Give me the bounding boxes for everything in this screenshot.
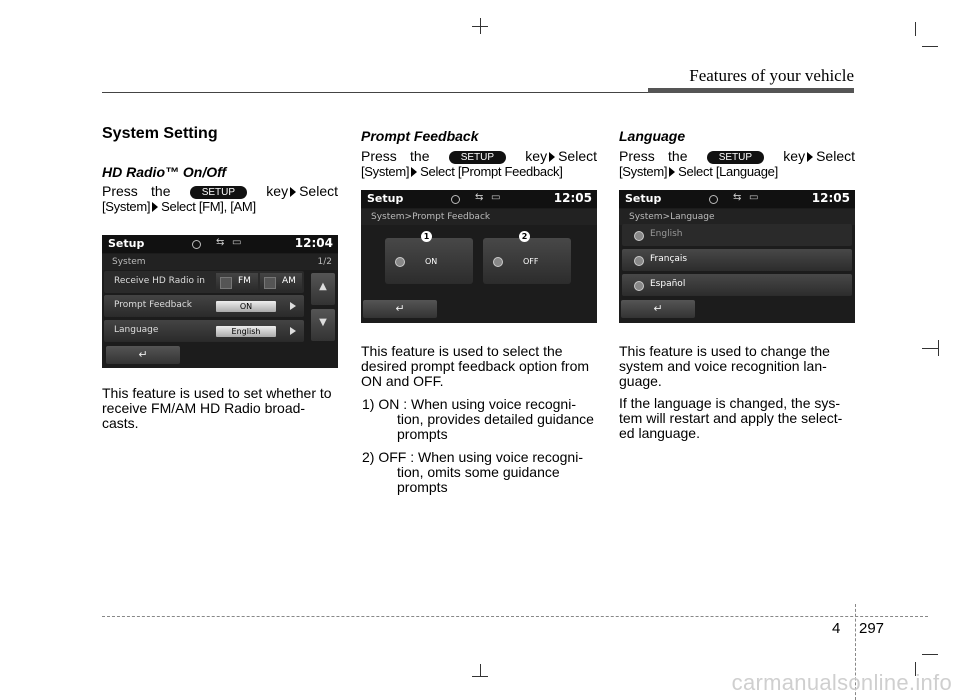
page-number: 297 bbox=[859, 620, 885, 637]
back-arrow-icon: ↵ bbox=[395, 302, 405, 315]
screen-breadcrumb: System 1/2 bbox=[102, 254, 338, 270]
crop-mark bbox=[922, 46, 938, 47]
back-button[interactable] bbox=[106, 346, 180, 364]
setup-key-badge: SETUP bbox=[190, 186, 247, 199]
usb-icon: ⇆ bbox=[475, 192, 484, 203]
screen-title-bar: Setup ⇆ ▭ 12:05 bbox=[361, 190, 597, 208]
back-button[interactable] bbox=[363, 300, 437, 318]
crop-mark bbox=[938, 340, 939, 356]
crop-mark bbox=[472, 676, 488, 677]
page-header-title: Features of your vehicle bbox=[689, 66, 854, 85]
checkbox-icon bbox=[264, 277, 276, 289]
screen-prompt-feedback bbox=[361, 190, 597, 323]
arrow-right-icon bbox=[290, 327, 296, 335]
radio-icon bbox=[634, 281, 644, 291]
instruction-line: Press the SETUP key Select bbox=[619, 148, 856, 164]
radio-icon bbox=[493, 257, 503, 267]
arrow-right-icon bbox=[807, 152, 813, 162]
option-on-button[interactable]: ON bbox=[385, 238, 473, 284]
scroll-down-button[interactable] bbox=[311, 309, 335, 341]
arrow-right-icon bbox=[411, 167, 417, 177]
disc-icon bbox=[451, 195, 460, 204]
instruction-path: [System] Select [FM], [AM] bbox=[102, 199, 256, 214]
arrow-right-icon bbox=[290, 187, 296, 197]
crop-mark bbox=[922, 348, 938, 349]
radio-icon bbox=[634, 256, 644, 266]
crop-mark bbox=[472, 26, 488, 27]
row-receive-hd-radio[interactable]: Receive HD Radio in FM AM bbox=[104, 271, 304, 293]
subsection-heading: Language bbox=[619, 128, 686, 144]
triangle-up-icon: ▲ bbox=[319, 281, 327, 292]
setup-key-badge: SETUP bbox=[707, 151, 764, 164]
crop-mark bbox=[480, 664, 481, 676]
phone-icon: ▭ bbox=[491, 192, 501, 203]
body-text: If the language is changed, the sys-tem will restart and apply the select-ed language. bbox=[619, 395, 843, 441]
screen-breadcrumb: System>Language bbox=[619, 209, 855, 225]
row-prompt-feedback[interactable]: Prompt Feedback ON bbox=[104, 295, 304, 317]
usb-icon: ⇆ bbox=[733, 192, 742, 203]
list-item: 1) ON : When using voice recogni-tion, provides detailed guidance prompts bbox=[362, 396, 594, 442]
fm-toggle[interactable]: FM bbox=[216, 273, 258, 291]
crop-mark bbox=[915, 22, 916, 36]
screen-title-bar: Setup ⇆ ▭ 12:04 bbox=[102, 235, 338, 253]
usb-icon: ⇆ bbox=[216, 237, 225, 248]
arrow-right-icon bbox=[152, 202, 158, 212]
chapter-number: 4 bbox=[832, 620, 841, 637]
disc-icon bbox=[709, 195, 718, 204]
triangle-down-icon: ▼ bbox=[319, 317, 327, 328]
body-text: This feature is used to set whether to receive FM/AM HD Radio broad-casts. bbox=[102, 385, 332, 431]
watermark: carmanualsonline.info bbox=[731, 670, 952, 695]
arrow-right-icon bbox=[290, 302, 296, 310]
section-heading: System Setting bbox=[102, 125, 218, 142]
crop-mark bbox=[922, 654, 938, 655]
instruction-path: [System] Select [Language] bbox=[619, 164, 778, 179]
am-toggle[interactable]: AM bbox=[260, 273, 302, 291]
phone-icon: ▭ bbox=[749, 192, 759, 203]
arrow-right-icon bbox=[549, 152, 555, 162]
callout-badge: 2 bbox=[519, 231, 530, 242]
arrow-right-icon bbox=[669, 167, 675, 177]
instruction-line: Press the SETUP key Select bbox=[361, 148, 598, 164]
header-bar bbox=[648, 88, 854, 93]
language-option-espanol[interactable]: Español bbox=[622, 274, 852, 296]
subsection-heading: Prompt Feedback bbox=[361, 128, 479, 144]
instruction-path: [System] Select [Prompt Feedback] bbox=[361, 164, 563, 179]
body-text: This feature is used to change the system and voice recognition lan-guage. bbox=[619, 343, 830, 389]
back-button[interactable] bbox=[621, 300, 695, 318]
back-arrow-icon: ↵ bbox=[138, 348, 148, 361]
screen-language bbox=[619, 190, 855, 323]
option-off-button[interactable]: OFF bbox=[483, 238, 571, 284]
instruction-line: Press the SETUP key Select bbox=[102, 183, 339, 199]
radio-icon bbox=[634, 231, 644, 241]
callout-badge: 1 bbox=[421, 231, 432, 242]
scroll-up-button[interactable] bbox=[311, 273, 335, 305]
screen-title-bar: Setup ⇆ ▭ 12:05 bbox=[619, 190, 855, 208]
screen-system-setup bbox=[102, 235, 338, 368]
screen-breadcrumb: System>Prompt Feedback bbox=[361, 209, 597, 225]
radio-icon bbox=[395, 257, 405, 267]
row-language[interactable]: Language English bbox=[104, 320, 304, 342]
back-arrow-icon: ↵ bbox=[653, 302, 663, 315]
setup-key-badge: SETUP bbox=[449, 151, 506, 164]
language-option-francais[interactable]: Français bbox=[622, 249, 852, 271]
language-option-english[interactable]: English bbox=[622, 224, 852, 246]
list-item: 2) OFF : When using voice recogni-tion, omits some guidance prompts bbox=[362, 449, 583, 495]
checkbox-icon bbox=[220, 277, 232, 289]
phone-icon: ▭ bbox=[232, 237, 242, 248]
disc-icon bbox=[192, 240, 201, 249]
body-text: This feature is used to select the desired prompt feedback option from ON and OFF. bbox=[361, 343, 590, 389]
subsection-heading: HD Radio™ On/Off bbox=[102, 164, 227, 180]
footer-rule bbox=[102, 616, 928, 617]
